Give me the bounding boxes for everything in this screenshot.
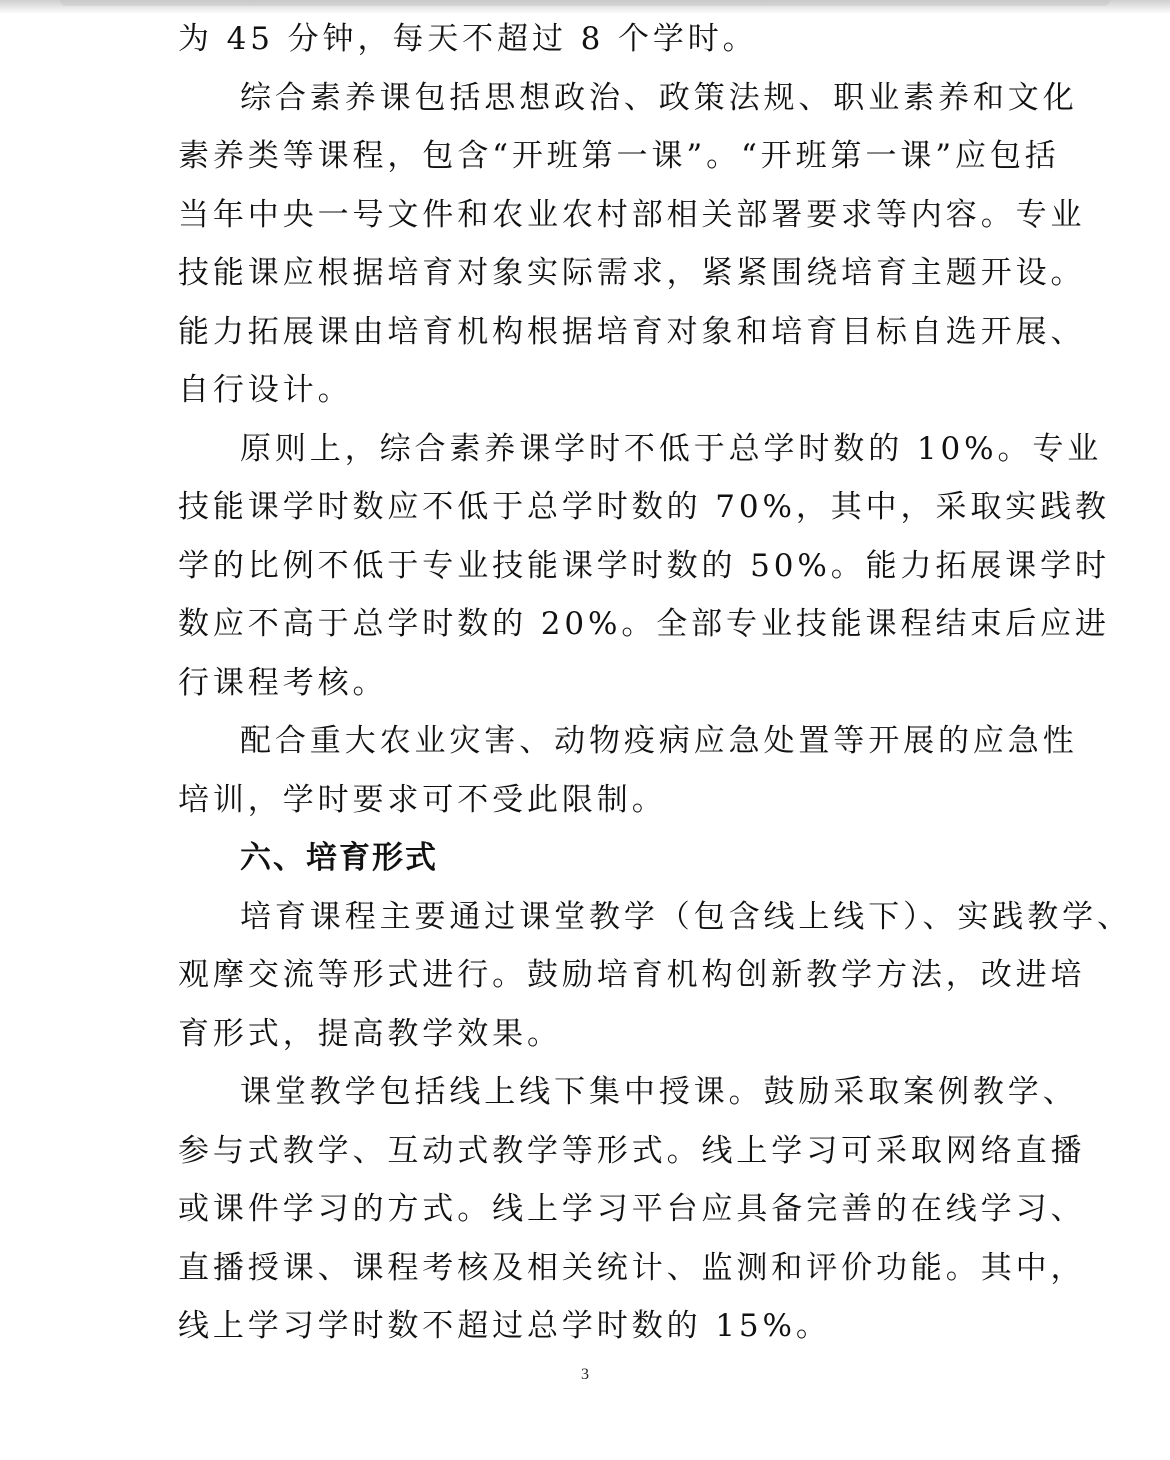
- paragraph-first-line: 课堂教学包括线上线下集中授课。鼓励采取案例教学、: [240, 1074, 1078, 1110]
- text-line: 技能课学时数应不低于总学时数的 70%，其中，采取实践教: [178, 489, 1110, 525]
- paragraph-first-line: 综合素养课包括思想政治、政策法规、职业素养和文化: [240, 79, 1078, 116]
- text-line: 能力拓展课由培育机构根据培育对象和培育目标自选开展、: [178, 313, 1086, 350]
- section-heading: 六、培育形式: [240, 840, 438, 876]
- text-line: 为 45 分钟，每天不超过 8 个学时。: [178, 21, 758, 57]
- page-number: 3: [581, 1366, 589, 1383]
- text-line: 或课件学习的方式。线上学习平台应具备完善的在线学习、: [178, 1191, 1086, 1227]
- text-line: 素养类等课程，包含“开班第一课”。“开班第一课”应包括: [178, 138, 1060, 174]
- text-line: 当年中央一号文件和农业农村部相关部署要求等内容。专业: [178, 196, 1086, 233]
- text-line: 学的比例不低于专业技能课学时数的 50%。能力拓展课学时: [178, 547, 1110, 584]
- text-line: 行课程考核。: [178, 664, 388, 701]
- paragraph-first-line: 配合重大农业灾害、动物疫病应急处置等开展的应急性: [240, 723, 1078, 759]
- text-line: 数应不高于总学时数的 20%。全部专业技能课程结束后应进: [178, 606, 1110, 642]
- text-line: 技能课应根据培育对象实际需求，紧紧围绕培育主题开设。: [178, 255, 1086, 291]
- text-line: 观摩交流等形式进行。鼓励培育机构创新教学方法，改进培: [178, 957, 1086, 993]
- paragraph-first-line: 培育课程主要通过课堂教学（包含线上线下）、实践教学、: [240, 898, 1132, 935]
- document-page: [178, 10, 1132, 1356]
- text-line: 育形式，提高教学效果。: [178, 1015, 562, 1052]
- text-line: 自行设计。: [178, 372, 353, 408]
- text-line: 线上学习学时数不超过总学时数的 15%。: [178, 1308, 831, 1344]
- paragraph-first-line: 原则上，综合素养课学时不低于总学时数的 10%。专业: [240, 430, 1103, 467]
- text-line: 参与式教学、互动式教学等形式。线上学习可采取网络直播: [178, 1132, 1086, 1169]
- text-line: 直播授课、课程考核及相关统计、监测和评价功能。其中，: [178, 1249, 1086, 1286]
- text-line: 培训，学时要求可不受此限制。: [178, 781, 667, 818]
